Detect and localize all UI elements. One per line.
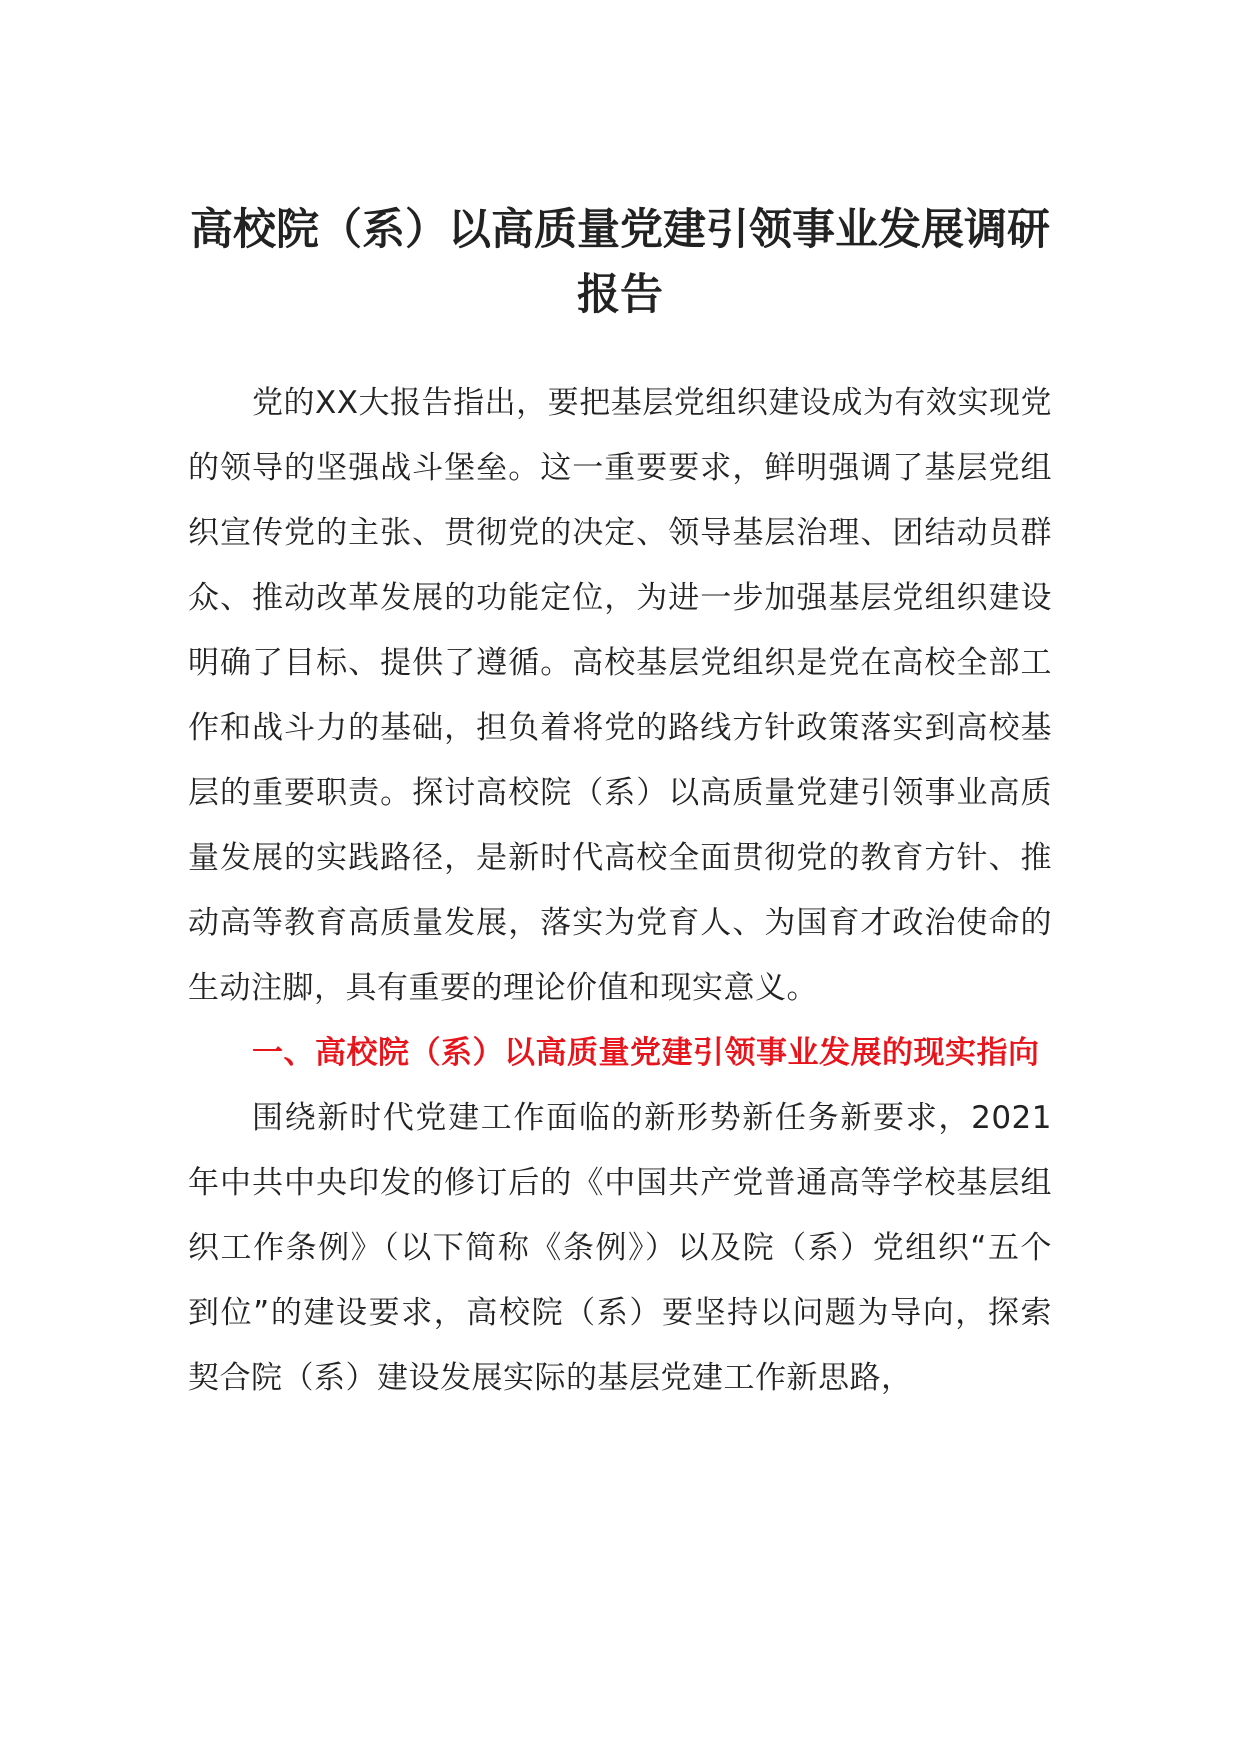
document-page <box>188 198 1052 1411</box>
section-1-heading: 一、高校院（系）以高质量党建引领事业发展的现实指向 <box>252 1035 1040 1071</box>
document-title: 高校院（系）以高质量党建引领事业发展调研报告 <box>190 205 1050 320</box>
intro-paragraph: 党的XX大报告指出，要把基层党组织建设成为有效实现党的领导的坚强战斗堡垒。这一重要要求，鲜明强调了基层党组织宣传党的主张、贯彻党的决定、领导基层治理、团结动员群众、推动改革发展的功能定位，为进一步加强基层党组织建设明确了目标、提供了遵循。高校基层党组织是党在高校全部工作和战斗力的基础，担负着将党的路线方针政策落实到高校基层的重要职责。探讨高校院（系）以高质量党建引领事业高质量发展的实践路径，是新时代高校全面贯彻党的教育方针、推动高等教育高质量发展，落实为党育人、为国育才政治使命的生动注脚，具有重要的理论价值和现实意义。 <box>188 385 1052 1006</box>
section-1-paragraph: 围绕新时代党建工作面临的新形势新任务新要求，2021年中共中央印发的修订后的《中国共产党普通高等学校基层组织工作条例》（以下简称《条例》）以及院（系）党组织“五个到位”的建设要求，高校院（系）要坚持以问题为导向，探索契合院（系）建设发展实际的基层党建工作新思路， <box>188 1100 1052 1396</box>
